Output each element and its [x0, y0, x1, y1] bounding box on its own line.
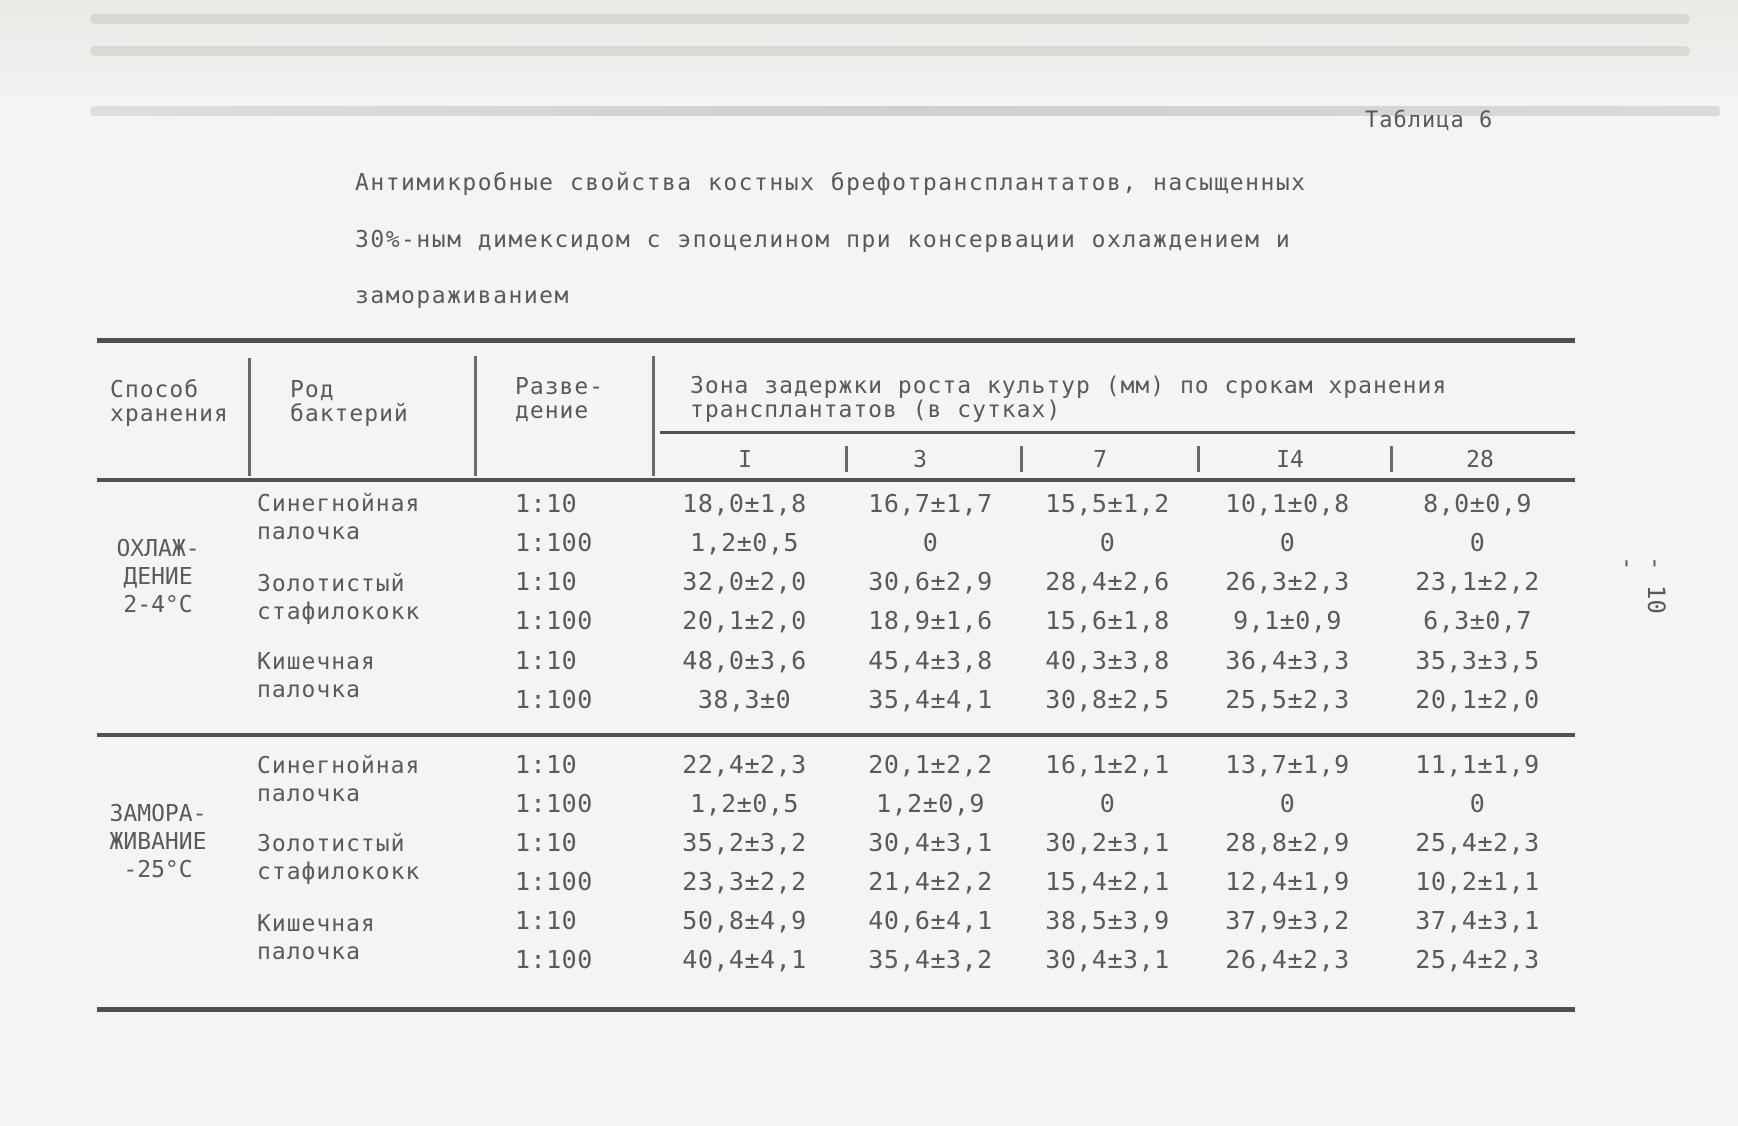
day-column-divider	[845, 446, 848, 472]
bacteria-name: Синегнойная палочка	[257, 491, 421, 545]
dilution-cell: 1:10	[515, 906, 578, 935]
header-column-divider	[652, 356, 655, 476]
value-cell: 16,1±2,1	[1045, 750, 1170, 779]
bleed-text-line	[90, 14, 1690, 24]
value-cell: 15,6±1,8	[1045, 606, 1170, 635]
value-cell: 30,4±3,1	[1045, 945, 1170, 974]
value-cell: 28,8±2,9	[1225, 828, 1350, 857]
storage-method-cooling: ОХЛАЖ- ДЕНИЕ 2-4°С	[116, 536, 200, 618]
value-cell: 0	[1279, 528, 1296, 557]
value-cell: 30,8±2,5	[1045, 685, 1170, 714]
dilution-cell: 1:100	[515, 867, 593, 896]
dilution-cell: 1:100	[515, 789, 593, 818]
value-cell: 20,1±2,2	[868, 750, 993, 779]
value-cell: 15,5±1,2	[1045, 489, 1170, 518]
value-cell: 28,4±2,6	[1045, 567, 1170, 596]
value-cell: 35,2±3,2	[682, 828, 807, 857]
bacteria-name: Кишечная палочка	[257, 649, 376, 703]
table-title-line-1: Антимикробные свойства костных брефотрансплантатов, насыщенных	[355, 170, 1307, 196]
dilution-cell: 1:10	[515, 489, 578, 518]
day-column-divider	[1020, 446, 1023, 472]
day-header: I4	[1276, 447, 1304, 473]
header-growth-zone: Зона задержки роста культур (мм) по срокам хранения трансплантатов (в сутках)	[690, 373, 1448, 423]
value-cell: 0	[1469, 789, 1486, 818]
header-bottom-rule	[97, 478, 1575, 482]
value-cell: 26,4±2,3	[1225, 945, 1350, 974]
day-header: 28	[1466, 447, 1494, 473]
bacteria-name: Синегнойная палочка	[257, 753, 421, 807]
value-cell: 30,2±3,1	[1045, 828, 1170, 857]
bacteria-name: Золотистый стафилококк	[257, 571, 421, 625]
value-cell: 23,1±2,2	[1415, 567, 1540, 596]
value-cell: 12,4±1,9	[1225, 867, 1350, 896]
bacteria-name: Кишечная палочка	[257, 911, 376, 965]
value-cell: 0	[1099, 528, 1116, 557]
value-cell: 8,0±0,9	[1423, 489, 1532, 518]
value-cell: 1,2±0,5	[690, 789, 799, 818]
value-cell: 30,4±3,1	[868, 828, 993, 857]
value-cell: 10,1±0,8	[1225, 489, 1350, 518]
dilution-cell: 1:100	[515, 945, 593, 974]
header-bacteria-genus: Род бактерий	[290, 377, 409, 427]
value-cell: 37,9±3,2	[1225, 906, 1350, 935]
dilution-cell: 1:100	[515, 528, 593, 557]
value-cell: 48,0±3,6	[682, 646, 807, 675]
day-header: 3	[913, 447, 927, 473]
day-column-divider	[1390, 446, 1393, 472]
value-cell: 1,2±0,9	[876, 789, 985, 818]
dilution-cell: 1:10	[515, 828, 578, 857]
value-cell: 18,0±1,8	[682, 489, 807, 518]
day-header: 7	[1093, 447, 1107, 473]
value-cell: 38,5±3,9	[1045, 906, 1170, 935]
value-cell: 0	[922, 528, 939, 557]
header-column-divider	[474, 356, 477, 476]
value-cell: 0	[1099, 789, 1116, 818]
value-cell: 20,1±2,0	[682, 606, 807, 635]
bacteria-name: Золотистый стафилококк	[257, 831, 421, 885]
day-column-divider	[1197, 446, 1200, 472]
value-cell: 40,3±3,8	[1045, 646, 1170, 675]
value-cell: 0	[1279, 789, 1296, 818]
value-cell: 16,7±1,7	[868, 489, 993, 518]
value-cell: 35,4±3,2	[868, 945, 993, 974]
value-cell: 36,4±3,3	[1225, 646, 1350, 675]
value-cell: 9,1±0,9	[1233, 606, 1342, 635]
value-cell: 40,4±4,1	[682, 945, 807, 974]
value-cell: 23,3±2,2	[682, 867, 807, 896]
value-cell: 21,4±2,2	[868, 867, 993, 896]
value-cell: 20,1±2,0	[1415, 685, 1540, 714]
table-number: Таблица 6	[1365, 108, 1494, 133]
value-cell: 30,6±2,9	[868, 567, 993, 596]
group-separator-rule	[97, 733, 1575, 737]
dilution-cell: 1:100	[515, 606, 593, 635]
value-cell: 25,4±2,3	[1415, 945, 1540, 974]
day-header: I	[738, 447, 752, 473]
value-cell: 37,4±3,1	[1415, 906, 1540, 935]
bleed-text-line	[90, 46, 1690, 56]
value-cell: 35,3±3,5	[1415, 646, 1540, 675]
value-cell: 50,8±4,9	[682, 906, 807, 935]
table-title-line-3: замораживанием	[355, 283, 570, 309]
dilution-cell: 1:10	[515, 646, 578, 675]
value-cell: 11,1±1,9	[1415, 750, 1540, 779]
table-bottom-rule	[97, 1007, 1575, 1012]
previous-page-bleed	[0, 0, 1738, 95]
value-cell: 32,0±2,0	[682, 567, 807, 596]
value-cell: 1,2±0,5	[690, 528, 799, 557]
table-title-line-2: 30%-ным димексидом с эпоцелином при консервации охлаждением и	[355, 227, 1292, 253]
value-cell: 35,4±4,1	[868, 685, 993, 714]
table-top-rule	[97, 338, 1575, 343]
value-cell: 40,6±4,1	[868, 906, 993, 935]
value-cell: 45,4±3,8	[868, 646, 993, 675]
value-cell: 18,9±1,6	[868, 606, 993, 635]
dilution-cell: 1:10	[515, 750, 578, 779]
value-cell: 26,3±2,3	[1225, 567, 1350, 596]
page-number: - 10 -	[1614, 556, 1670, 614]
value-cell: 13,7±1,9	[1225, 750, 1350, 779]
dilution-cell: 1:100	[515, 685, 593, 714]
value-cell: 38,3±0	[697, 685, 792, 714]
value-cell: 0	[1469, 528, 1486, 557]
header-storage-method: Способ хранения	[110, 377, 229, 427]
value-cell: 6,3±0,7	[1423, 606, 1532, 635]
value-cell: 22,4±2,3	[682, 750, 807, 779]
value-cell: 25,5±2,3	[1225, 685, 1350, 714]
header-dilution: Разве- дение	[515, 374, 605, 424]
value-cell: 10,2±1,1	[1415, 867, 1540, 896]
dilution-cell: 1:10	[515, 567, 578, 596]
value-cell: 15,4±2,1	[1045, 867, 1170, 896]
days-header-rule	[660, 431, 1575, 434]
storage-method-freezing: ЗАМОРА- ЖИВАНИЕ -25°С	[109, 801, 207, 883]
header-column-divider	[248, 358, 251, 476]
value-cell: 25,4±2,3	[1415, 828, 1540, 857]
